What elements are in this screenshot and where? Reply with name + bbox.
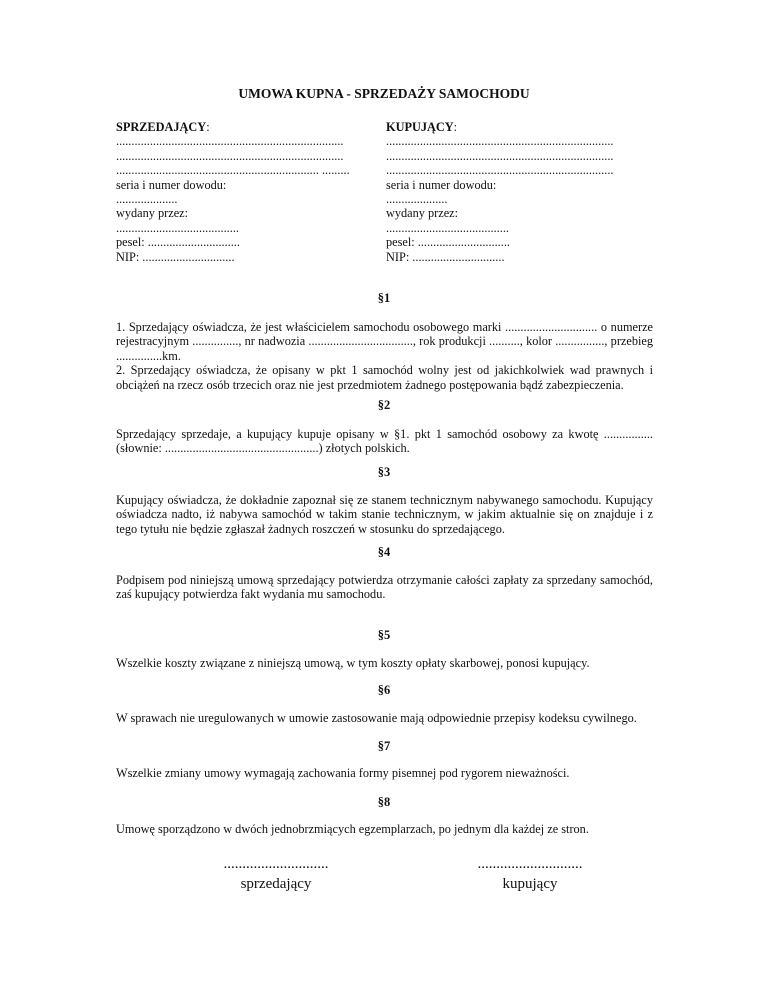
seller-signature-line: ............................	[223, 856, 329, 872]
seller-pesel: pesel: ..............................	[116, 235, 240, 250]
seller-block	[116, 120, 366, 264]
seller-line: ..........................................................................	[116, 134, 344, 149]
section-7-body	[116, 766, 653, 780]
seller-issued-label: wydany przez:	[116, 206, 189, 221]
section-1-paragraph-1: 1. Sprzedający oświadcza, że jest właścicielem samochodu osobowego marki .............................. o numerze rejestracyjnym ..............., nr nadwozia .................................., rok produkcji .........., kolor ................, przebieg ...............km.	[116, 320, 653, 363]
buyer-signature	[440, 854, 620, 894]
section-6-paragraph: W sprawach nie uregulowanych w umowie zastosowanie mają odpowiednie przepisy kodeksu cywilnego.	[116, 711, 637, 725]
buyer-issued-value: ........................................	[386, 220, 509, 235]
section-7-paragraph: Wszelkie zmiany umowy wymagają zachowania formy pisemnej pod rygorem nieważności.	[116, 766, 570, 780]
seller-signature	[186, 854, 366, 894]
seller-id-label: seria i numer dowodu:	[116, 177, 227, 192]
section-1-paragraph-2: 2. Sprzedający oświadcza, że opisany w pkt 1 samochód wolny jest od jakichkolwiek wad prawnych i obciążeń na rzecz osób trzecich oraz nie jest przedmiotem żadnego postępowania bądź zabezpieczenia.	[116, 363, 653, 392]
section-1-title: §1	[377, 291, 391, 305]
seller-nip: NIP: ..............................	[116, 249, 235, 264]
section-3-body	[116, 493, 653, 536]
buyer-line: ..........................................................................	[386, 134, 614, 149]
section-4-paragraph: Podpisem pod niniejszą umową sprzedający potwierdza otrzymanie całości zapłaty za sprzedany samochód, zaś kupujący potwierdza fakt wydania mu samochodu.	[116, 573, 653, 602]
section-4-title: §4	[377, 545, 391, 559]
buyer-block	[386, 120, 636, 264]
buyer-nip: NIP: ..............................	[386, 249, 505, 264]
section-8-body	[116, 822, 653, 836]
section-2-title: §2	[377, 398, 391, 412]
seller-heading: SPRZEDAJĄCY:	[116, 120, 210, 134]
section-6-title: §6	[377, 683, 391, 697]
buyer-line: ..........................................................................	[386, 163, 614, 178]
buyer-signature-line: ............................	[477, 856, 583, 872]
buyer-id-value: ....................	[386, 191, 448, 206]
section-8-paragraph: Umowę sporządzono w dwóch jednobrzmiących egzemplarzach, po jednym dla każdej ze stron.	[116, 822, 589, 836]
section-2-paragraph: Sprzedający sprzedaje, a kupujący kupuje opisany w §1. pkt 1 samochód osobowy za kwotę ................ (słownie: ..................................................) złotych polskich.	[116, 427, 653, 456]
buyer-signature-label: kupujący	[502, 876, 558, 892]
seller-id-value: ....................	[116, 191, 178, 206]
section-3-title: §3	[377, 465, 391, 479]
section-8-title: §8	[377, 795, 391, 809]
section-5-body	[116, 656, 653, 670]
section-5-paragraph: Wszelkie koszty związane z niniejszą umową, w tym koszty opłaty skarbowej, ponosi kupujący.	[116, 656, 590, 670]
buyer-issued-label: wydany przez:	[386, 206, 459, 221]
seller-line: .................................................................. .........	[116, 163, 350, 178]
section-7-title: §7	[377, 739, 391, 753]
seller-issued-value: ........................................	[116, 220, 239, 235]
buyer-id-label: seria i numer dowodu:	[386, 177, 497, 192]
section-5-title: §5	[377, 628, 391, 642]
buyer-pesel: pesel: ..............................	[386, 235, 510, 250]
document-title: UMOWA KUPNA - SPRZEDAŻY SAMOCHODU	[238, 86, 530, 101]
seller-signature-label: sprzedający	[240, 876, 312, 892]
buyer-heading: KUPUJĄCY:	[386, 120, 458, 134]
seller-line: ..........................................................................	[116, 148, 344, 163]
section-4-body	[116, 573, 653, 602]
section-6-body	[116, 711, 653, 725]
section-1-body	[116, 320, 653, 392]
section-2-body	[116, 427, 653, 456]
buyer-line: ..........................................................................	[386, 148, 614, 163]
section-3-paragraph: Kupujący oświadcza, że dokładnie zapoznał się ze stanem technicznym nabywanego samochodu. Kupujący oświadcza nadto, iż nabywa samochód w takim stanie technicznym, w jakim aktualnie się on znajduje i z tego tytułu nie będzie zgłaszał żadnych roszczeń w stosunku do sprzedającego.	[116, 493, 653, 536]
